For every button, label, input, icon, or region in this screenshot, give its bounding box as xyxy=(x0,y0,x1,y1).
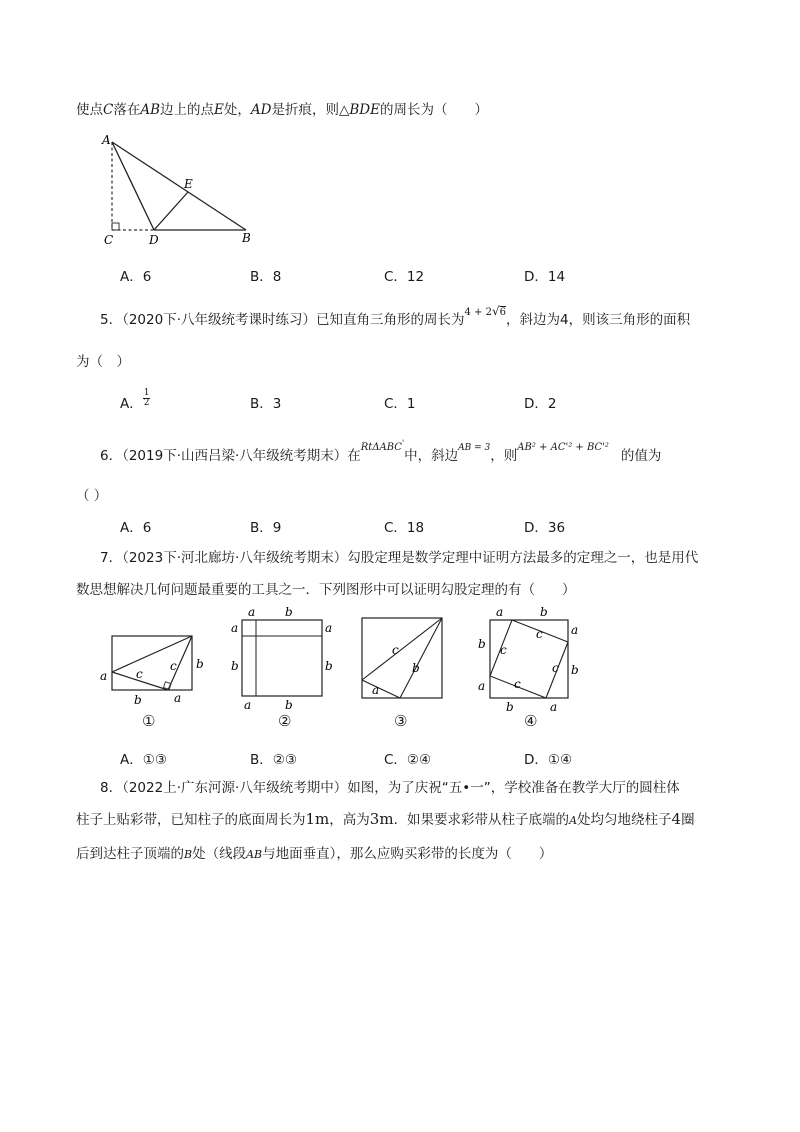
q7-figure-1-label: ① xyxy=(142,712,156,730)
var-b: b xyxy=(285,605,293,619)
q6-option-d[interactable]: D．36 xyxy=(524,520,566,536)
label-d: D xyxy=(149,233,159,247)
q4-option-c[interactable]: C．12 xyxy=(384,269,425,285)
var-b: b xyxy=(571,663,579,677)
q5-fraction-den: 2 xyxy=(143,397,150,408)
q8-stem-line1: 8．（2022上·广东河源·八年级统考期中）如图，为了庆祝“五•一”，学校准备在教学大厅的圆柱体 xyxy=(100,780,680,796)
q6-option-a[interactable]: A．6 xyxy=(120,520,152,536)
q7-figure-4-label: ④ xyxy=(524,712,538,730)
q8-var: A xyxy=(569,814,578,827)
q4-var: C xyxy=(103,102,114,118)
var-b: b xyxy=(134,693,142,707)
q5-option-d[interactable]: D．2 xyxy=(524,396,557,412)
q6-expression: AB² + AC'² + BC'² xyxy=(517,442,609,453)
var-b: b xyxy=(231,659,239,673)
q8-text: ．如果要求彩带从柱子底端的 xyxy=(393,812,570,828)
q6-text: ，则 xyxy=(490,448,518,464)
var-c: c xyxy=(392,643,399,657)
q6-stem xyxy=(100,438,662,464)
q6-triangle-prime: ' xyxy=(401,438,405,448)
var-b: b xyxy=(540,605,548,619)
q5-perimeter-value: 4 + 2 xyxy=(464,307,492,318)
q7-figure-3-label: ③ xyxy=(394,712,408,730)
var-a: a xyxy=(372,683,380,697)
var-b: b xyxy=(196,657,204,671)
q4-text: 使点 xyxy=(76,102,103,118)
q4-option-a[interactable]: A．6 xyxy=(120,269,152,285)
q5-perimeter xyxy=(464,304,507,318)
q8-text: ，高为 xyxy=(329,812,370,828)
q8-circumference: 1m xyxy=(305,810,330,828)
q4-var: E xyxy=(214,102,224,118)
sqrt-symbol: √ xyxy=(491,304,500,318)
q8-stem-line3 xyxy=(76,842,552,862)
q5-fraction-num: 1 xyxy=(143,387,150,398)
q6-text: 6．（2019下·山西吕梁·八年级统考期末）在 xyxy=(100,448,361,464)
var-b: b xyxy=(506,700,514,712)
q7-option-d[interactable]: D．①④ xyxy=(524,752,573,768)
q8-text: 后到达柱子顶端的 xyxy=(76,846,184,862)
var-c: c xyxy=(170,659,177,673)
var-b: b xyxy=(478,637,486,651)
var-c: c xyxy=(514,677,521,691)
q4-text: 落在 xyxy=(113,102,141,118)
var-a: a xyxy=(174,691,182,705)
q8-stem-line2 xyxy=(76,808,695,828)
var-a: a xyxy=(550,700,558,712)
var-a: a xyxy=(496,605,504,619)
q6-triangle-name: RtΔABC xyxy=(360,442,402,453)
q4-option-b[interactable]: B．8 xyxy=(250,269,282,285)
var-a: a xyxy=(571,623,579,637)
q6-text: 的值为 xyxy=(620,448,662,464)
q8-var: B xyxy=(184,848,193,861)
q7-figure-2-label: ② xyxy=(278,712,292,730)
var-c: c xyxy=(536,627,543,641)
q6-condition: AB = 3 xyxy=(458,443,491,453)
q7-option-c[interactable]: C．②④ xyxy=(384,752,432,768)
q4-stem xyxy=(76,98,488,118)
var-a: a xyxy=(478,679,486,693)
q8-text: 处（线段 xyxy=(192,846,247,862)
q7-stem-line2: 数思想解决几何问题最重要的工具之一．下列图形中可以证明勾股定理的有（ ） xyxy=(76,582,576,598)
var-c: c xyxy=(136,667,143,681)
var-a: a xyxy=(325,621,333,635)
q8-text: 处均匀地绕柱子 xyxy=(577,812,672,828)
q5-option-a-prefix: A． xyxy=(120,396,143,412)
q7-figure-2 xyxy=(228,602,336,712)
label-e: E xyxy=(184,177,193,191)
var-a: a xyxy=(248,605,256,619)
var-b: b xyxy=(412,661,420,675)
q4-var: BDE xyxy=(349,102,380,118)
q8-var: AB xyxy=(246,848,263,861)
q7-figure-1 xyxy=(96,628,216,712)
q7-stem-line1: 7．（2023下·河北廊坊·八年级统考期末）勾股定理是数学定理中证明方法最多的定理之一，也是用代 xyxy=(100,550,699,566)
var-b: b xyxy=(285,698,293,712)
q5-option-a[interactable] xyxy=(120,387,150,414)
q6-option-b[interactable]: B．9 xyxy=(250,520,282,536)
q7-option-b[interactable]: B．②③ xyxy=(250,752,297,768)
q8-height: 3m xyxy=(369,810,394,828)
q7-figure-4 xyxy=(474,602,584,712)
q5-fraction xyxy=(143,389,151,408)
var-c: c xyxy=(500,643,507,657)
label-b: B xyxy=(242,231,251,245)
label-c: C xyxy=(104,233,114,247)
q4-text: 处， xyxy=(223,102,251,118)
var-a: a xyxy=(244,698,252,712)
q6-option-c[interactable]: C．18 xyxy=(384,520,425,536)
q6-paren: （ ） xyxy=(76,488,108,504)
var-c: c xyxy=(552,661,559,675)
q5-perimeter-root: 6 xyxy=(499,307,506,318)
var-a: a xyxy=(100,669,108,683)
q8-text: 圈 xyxy=(681,812,695,828)
q8-text: 与地面垂直），那么应购买彩带的长度为（ ） xyxy=(262,846,553,862)
q4-var: AD xyxy=(250,102,272,118)
q5-option-b[interactable]: B．3 xyxy=(250,396,282,412)
q5-option-c[interactable]: C．1 xyxy=(384,396,416,412)
q5-text: ，斜边为4，则该三角形的面积 xyxy=(506,312,691,328)
q8-text: 柱子上贴彩带，已知柱子的底面周长为 xyxy=(76,812,306,828)
var-b: b xyxy=(325,659,333,673)
q7-option-a[interactable]: A．①③ xyxy=(120,752,167,768)
q4-text: 边上的点 xyxy=(160,102,215,118)
q5-text: 5．（2020下·八年级统考课时练习）已知直角三角形的周长为 xyxy=(100,312,465,328)
q6-triangle xyxy=(360,438,405,453)
q8-turns: 4 xyxy=(671,810,682,828)
q5-stem xyxy=(100,304,691,328)
var-a: a xyxy=(231,621,239,635)
label-a: A xyxy=(102,133,111,147)
q4-text: 的周长为（ ） xyxy=(379,102,488,118)
q7-figure-3 xyxy=(356,612,448,704)
q6-text: 中，斜边 xyxy=(404,448,459,464)
q4-option-d[interactable]: D．14 xyxy=(524,269,566,285)
q4-text: 是折痕，则△ xyxy=(271,102,350,118)
q5-stem-tail: 为（ ） xyxy=(76,354,130,370)
q4-var: AB xyxy=(140,102,161,118)
q4-triangle-figure xyxy=(96,130,266,250)
